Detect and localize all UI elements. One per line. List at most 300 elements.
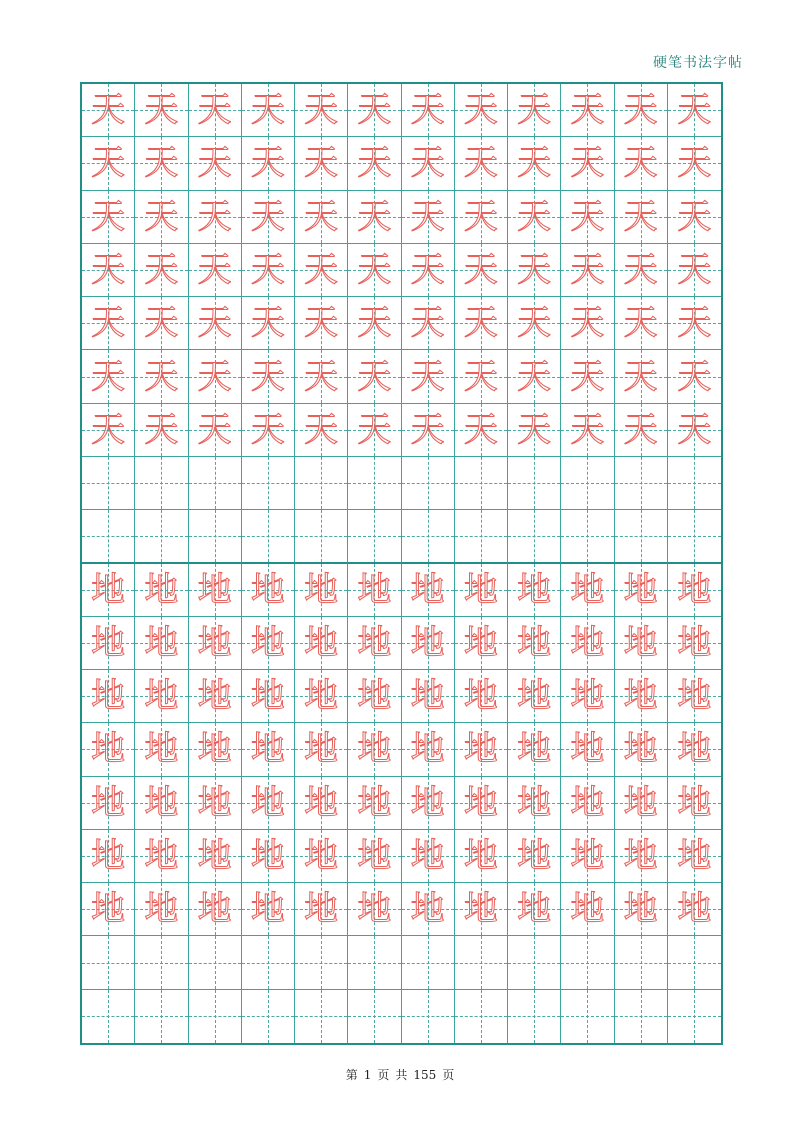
practice-cell [82, 883, 135, 936]
practice-cell [295, 670, 348, 723]
trace-character: 天 [463, 143, 498, 184]
practice-cell [615, 84, 668, 137]
practice-cell [348, 670, 401, 723]
trace-character: 天 [304, 356, 339, 397]
trace-character: 地 [357, 676, 392, 717]
trace-character: 天 [623, 143, 658, 184]
trace-character: 地 [517, 836, 552, 877]
trace-character: 地 [304, 889, 339, 930]
trace-character: 天 [357, 196, 392, 237]
trace-character: 地 [570, 836, 605, 877]
trace-character: 地 [144, 782, 179, 823]
blank-practice-cell [402, 457, 455, 510]
trace-character: 天 [410, 303, 445, 344]
trace-character: 天 [677, 196, 712, 237]
trace-character: 天 [623, 409, 658, 450]
blank-practice-cell [135, 510, 188, 563]
practice-cell [189, 297, 242, 350]
page-footer [0, 1066, 800, 1083]
practice-cell [615, 883, 668, 936]
trace-character: 地 [144, 889, 179, 930]
practice-cell [561, 84, 614, 137]
footer-prefix: 第 [345, 1068, 358, 1082]
trace-character: 地 [623, 676, 658, 717]
practice-cell [402, 84, 455, 137]
practice-cell [189, 404, 242, 457]
trace-character: 地 [677, 836, 712, 877]
practice-cell [348, 883, 401, 936]
trace-character: 天 [91, 90, 126, 131]
practice-cell [348, 350, 401, 403]
vertical-guide-line [108, 457, 109, 509]
vertical-guide-line [641, 936, 642, 988]
trace-character: 天 [570, 90, 605, 131]
practice-cell [402, 350, 455, 403]
practice-cell [455, 670, 508, 723]
vertical-guide-line [321, 990, 322, 1043]
blank-practice-cell [348, 936, 401, 989]
trace-character: 地 [623, 622, 658, 663]
vertical-guide-line [534, 990, 535, 1043]
trace-character: 地 [410, 729, 445, 770]
practice-grid [80, 82, 723, 1045]
trace-character: 天 [623, 90, 658, 131]
practice-cell [135, 723, 188, 776]
trace-character: 地 [304, 782, 339, 823]
practice-cell [455, 777, 508, 830]
trace-character: 天 [91, 303, 126, 344]
trace-character: 天 [250, 196, 285, 237]
practice-cell [668, 244, 721, 297]
trace-character: 地 [304, 729, 339, 770]
practice-cell [295, 830, 348, 883]
trace-character: 天 [623, 356, 658, 397]
practice-cell [82, 564, 135, 617]
practice-cell [135, 670, 188, 723]
trace-character: 地 [91, 622, 126, 663]
trace-character: 地 [463, 569, 498, 610]
practice-cell [189, 137, 242, 190]
trace-character: 地 [250, 729, 285, 770]
practice-cell [668, 84, 721, 137]
trace-character: 地 [410, 836, 445, 877]
trace-character: 天 [304, 409, 339, 450]
trace-character: 天 [250, 356, 285, 397]
practice-cell [135, 777, 188, 830]
trace-character: 地 [304, 836, 339, 877]
trace-character: 天 [517, 90, 552, 131]
practice-cell [82, 84, 135, 137]
trace-character: 地 [91, 836, 126, 877]
trace-character: 天 [410, 249, 445, 290]
footer-total-suffix: 页 [442, 1068, 455, 1082]
trace-character: 地 [250, 569, 285, 610]
practice-cell [348, 244, 401, 297]
blank-practice-cell [615, 510, 668, 563]
vertical-guide-line [374, 990, 375, 1043]
practice-cell [508, 84, 561, 137]
trace-character: 天 [677, 143, 712, 184]
blank-practice-cell [455, 510, 508, 563]
practice-cell [82, 723, 135, 776]
practice-cell [508, 297, 561, 350]
trace-character: 天 [304, 303, 339, 344]
practice-cell [561, 137, 614, 190]
trace-character: 天 [463, 409, 498, 450]
practice-cell [668, 670, 721, 723]
trace-character: 地 [250, 889, 285, 930]
trace-character: 天 [91, 409, 126, 450]
vertical-guide-line [587, 936, 588, 988]
trace-character: 天 [357, 303, 392, 344]
trace-character: 地 [304, 676, 339, 717]
practice-cell [508, 670, 561, 723]
practice-cell [668, 404, 721, 457]
practice-cell [242, 297, 295, 350]
trace-character: 地 [410, 569, 445, 610]
practice-cell [615, 830, 668, 883]
practice-cell [561, 350, 614, 403]
trace-character: 地 [144, 676, 179, 717]
practice-cell [189, 350, 242, 403]
vertical-guide-line [428, 936, 429, 988]
trace-character: 地 [304, 622, 339, 663]
trace-character: 天 [463, 249, 498, 290]
practice-cell [668, 883, 721, 936]
trace-character: 天 [144, 143, 179, 184]
practice-cell [561, 830, 614, 883]
practice-cell [189, 191, 242, 244]
practice-cell [615, 191, 668, 244]
trace-character: 天 [197, 409, 232, 450]
trace-character: 地 [91, 782, 126, 823]
practice-cell [135, 404, 188, 457]
practice-cell [668, 137, 721, 190]
trace-character: 地 [197, 782, 232, 823]
vertical-guide-line [694, 936, 695, 988]
practice-cell [455, 191, 508, 244]
practice-cell [135, 244, 188, 297]
practice-cell [242, 670, 295, 723]
practice-cell [82, 617, 135, 670]
blank-practice-cell [561, 936, 614, 989]
trace-character: 天 [304, 90, 339, 131]
practice-cell [242, 404, 295, 457]
practice-cell [668, 617, 721, 670]
trace-character: 地 [623, 569, 658, 610]
vertical-guide-line [215, 990, 216, 1043]
practice-cell [348, 84, 401, 137]
trace-character: 地 [623, 836, 658, 877]
practice-cell [668, 564, 721, 617]
vertical-guide-line [641, 510, 642, 561]
trace-character: 地 [197, 676, 232, 717]
trace-character: 地 [517, 889, 552, 930]
trace-character: 地 [517, 569, 552, 610]
vertical-guide-line [268, 990, 269, 1043]
blank-practice-cell [135, 990, 188, 1043]
trace-character: 地 [463, 622, 498, 663]
practice-cell [455, 84, 508, 137]
practice-cell [295, 723, 348, 776]
blank-practice-cell [242, 990, 295, 1043]
practice-cell [295, 777, 348, 830]
practice-cell [135, 350, 188, 403]
footer-current-page: 1 [363, 1068, 372, 1082]
practice-cell [242, 883, 295, 936]
vertical-guide-line [374, 936, 375, 988]
practice-cell [348, 617, 401, 670]
practice-cell [348, 297, 401, 350]
vertical-guide-line [161, 457, 162, 509]
practice-cell [295, 617, 348, 670]
trace-character: 地 [357, 836, 392, 877]
trace-character: 天 [677, 356, 712, 397]
practice-cell [561, 191, 614, 244]
practice-cell [135, 137, 188, 190]
trace-character: 地 [410, 889, 445, 930]
trace-character: 地 [250, 782, 285, 823]
trace-character: 天 [91, 356, 126, 397]
vertical-guide-line [481, 936, 482, 988]
vertical-guide-line [587, 457, 588, 509]
trace-character: 地 [197, 889, 232, 930]
vertical-guide-line [587, 510, 588, 561]
practice-cell [242, 777, 295, 830]
blank-practice-cell [348, 457, 401, 510]
practice-cell [348, 723, 401, 776]
trace-character: 地 [357, 729, 392, 770]
vertical-guide-line [268, 510, 269, 561]
trace-character: 地 [517, 676, 552, 717]
trace-character: 地 [357, 889, 392, 930]
trace-character: 地 [463, 676, 498, 717]
practice-cell [508, 830, 561, 883]
practice-cell [82, 830, 135, 883]
trace-character: 地 [570, 729, 605, 770]
trace-character: 地 [410, 622, 445, 663]
trace-character: 地 [197, 836, 232, 877]
trace-character: 天 [623, 196, 658, 237]
trace-character: 天 [517, 409, 552, 450]
trace-character: 天 [250, 303, 285, 344]
practice-cell [242, 617, 295, 670]
blank-practice-cell [508, 990, 561, 1043]
practice-cell [295, 84, 348, 137]
practice-cell [455, 564, 508, 617]
trace-character: 地 [677, 889, 712, 930]
practice-cell [508, 564, 561, 617]
trace-character: 地 [623, 782, 658, 823]
practice-cell [189, 777, 242, 830]
trace-character: 天 [250, 249, 285, 290]
blank-practice-cell [402, 990, 455, 1043]
practice-cell [402, 564, 455, 617]
blank-practice-cell [82, 990, 135, 1043]
trace-character: 天 [144, 90, 179, 131]
trace-character: 地 [463, 729, 498, 770]
trace-character: 天 [197, 143, 232, 184]
trace-character: 地 [91, 569, 126, 610]
trace-character: 地 [250, 622, 285, 663]
trace-character: 地 [410, 782, 445, 823]
vertical-guide-line [428, 457, 429, 509]
vertical-guide-line [481, 510, 482, 561]
trace-character: 天 [623, 303, 658, 344]
blank-practice-cell [242, 457, 295, 510]
trace-character: 地 [517, 729, 552, 770]
trace-character: 地 [410, 676, 445, 717]
trace-character: 地 [463, 836, 498, 877]
practice-cell [455, 723, 508, 776]
practice-cell [135, 84, 188, 137]
blank-practice-cell [295, 510, 348, 563]
trace-character: 天 [357, 143, 392, 184]
trace-character: 地 [197, 622, 232, 663]
practice-cell [508, 723, 561, 776]
trace-character: 地 [463, 889, 498, 930]
blank-practice-cell [348, 510, 401, 563]
practice-cell [455, 883, 508, 936]
blank-practice-cell [668, 457, 721, 510]
practice-cell [402, 404, 455, 457]
blank-practice-cell [668, 510, 721, 563]
trace-character: 天 [304, 196, 339, 237]
blank-practice-cell [135, 457, 188, 510]
blank-practice-cell [455, 990, 508, 1043]
blank-practice-cell [82, 936, 135, 989]
trace-character: 天 [570, 249, 605, 290]
vertical-guide-line [215, 457, 216, 509]
trace-character: 地 [570, 889, 605, 930]
footer-total-pages: 155 [413, 1068, 437, 1082]
blank-practice-cell [402, 936, 455, 989]
trace-character: 天 [357, 356, 392, 397]
trace-character: 地 [677, 622, 712, 663]
trace-character: 地 [91, 729, 126, 770]
trace-character: 地 [677, 782, 712, 823]
trace-character: 天 [463, 90, 498, 131]
trace-character: 地 [197, 569, 232, 610]
blank-practice-cell [295, 457, 348, 510]
blank-practice-cell [508, 457, 561, 510]
blank-practice-cell [615, 936, 668, 989]
practice-cell [615, 617, 668, 670]
trace-character: 天 [410, 196, 445, 237]
trace-character: 地 [144, 569, 179, 610]
practice-cell [242, 723, 295, 776]
practice-cell [508, 883, 561, 936]
vertical-guide-line [428, 990, 429, 1043]
practice-cell [455, 404, 508, 457]
trace-character: 天 [304, 143, 339, 184]
practice-cell [402, 137, 455, 190]
trace-character: 地 [517, 782, 552, 823]
trace-character: 天 [304, 249, 339, 290]
vertical-guide-line [481, 457, 482, 509]
vertical-guide-line [374, 457, 375, 509]
trace-character: 天 [517, 356, 552, 397]
practice-cell [135, 617, 188, 670]
vertical-guide-line [641, 990, 642, 1043]
trace-character: 地 [677, 729, 712, 770]
vertical-guide-line [428, 510, 429, 561]
trace-character: 天 [623, 249, 658, 290]
vertical-guide-line [694, 457, 695, 509]
trace-character: 天 [197, 196, 232, 237]
vertical-guide-line [161, 510, 162, 561]
trace-character: 地 [570, 782, 605, 823]
practice-cell [508, 617, 561, 670]
practice-cell [402, 830, 455, 883]
practice-cell [82, 297, 135, 350]
practice-cell [295, 244, 348, 297]
trace-character: 地 [304, 569, 339, 610]
trace-character: 地 [570, 569, 605, 610]
trace-character: 天 [144, 303, 179, 344]
practice-cell [82, 404, 135, 457]
practice-cell [508, 350, 561, 403]
practice-cell [402, 191, 455, 244]
practice-cell [402, 723, 455, 776]
trace-character: 地 [91, 676, 126, 717]
trace-character: 天 [677, 249, 712, 290]
practice-cell [561, 564, 614, 617]
trace-character: 地 [144, 622, 179, 663]
practice-cell [455, 617, 508, 670]
trace-character: 天 [517, 249, 552, 290]
practice-cell [189, 723, 242, 776]
blank-practice-cell [561, 457, 614, 510]
trace-character: 天 [250, 143, 285, 184]
practice-cell [668, 350, 721, 403]
blank-practice-cell [242, 510, 295, 563]
trace-character: 地 [677, 676, 712, 717]
trace-character: 地 [623, 889, 658, 930]
trace-character: 地 [250, 836, 285, 877]
vertical-guide-line [641, 457, 642, 509]
practice-cell [402, 244, 455, 297]
trace-character: 天 [677, 409, 712, 450]
trace-character: 地 [357, 569, 392, 610]
trace-character: 天 [410, 90, 445, 131]
trace-character: 天 [197, 249, 232, 290]
trace-character: 天 [197, 303, 232, 344]
practice-cell [242, 191, 295, 244]
trace-character: 天 [91, 196, 126, 237]
practice-cell [242, 137, 295, 190]
practice-cell [242, 84, 295, 137]
trace-character: 天 [197, 356, 232, 397]
practice-cell [402, 883, 455, 936]
practice-cell [189, 883, 242, 936]
blank-practice-cell [508, 936, 561, 989]
blank-practice-cell [82, 457, 135, 510]
blank-practice-cell [668, 936, 721, 989]
trace-character: 天 [144, 356, 179, 397]
practice-cell [668, 830, 721, 883]
vertical-guide-line [481, 990, 482, 1043]
practice-cell [508, 404, 561, 457]
practice-cell [189, 244, 242, 297]
trace-character: 地 [463, 782, 498, 823]
trace-character: 天 [570, 303, 605, 344]
vertical-guide-line [694, 510, 695, 561]
practice-cell [561, 297, 614, 350]
footer-page-word: 页 [377, 1068, 390, 1082]
practice-cell [668, 777, 721, 830]
blank-practice-cell [295, 990, 348, 1043]
